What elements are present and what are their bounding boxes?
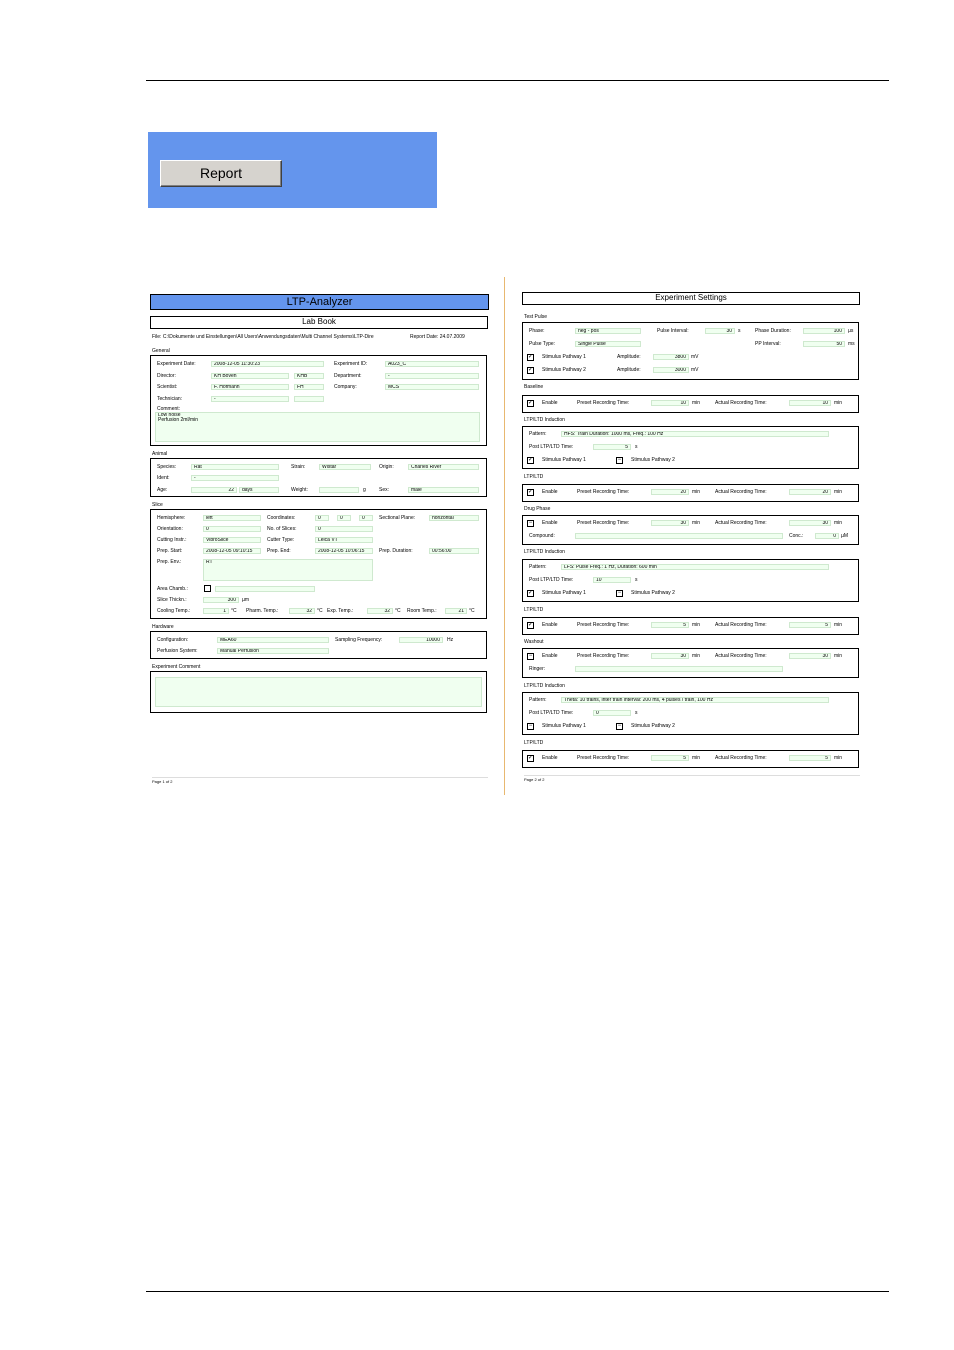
director-short-field: KHB: [294, 373, 324, 379]
induction-1-box: [522, 426, 859, 469]
page-subtitle: Lab Book: [150, 316, 488, 329]
conc-field: 0: [815, 533, 839, 539]
label: Stimulus Pathway 2: [631, 590, 675, 596]
label: Department:: [334, 373, 362, 379]
label: Cooling Temp.:: [157, 608, 191, 614]
unit: s: [635, 577, 638, 583]
unit: °C: [395, 608, 401, 614]
experiment-id-field: A023_C: [385, 361, 479, 367]
unit: °C: [469, 608, 475, 614]
report-page-2: [522, 292, 860, 786]
unit: min: [834, 489, 843, 495]
section-slice: Slice: [152, 502, 163, 508]
label: Stimulus Pathway 1: [542, 723, 586, 729]
comment-line: Perfusion 2ml/min: [158, 417, 199, 423]
director-field: KH Boven: [211, 373, 289, 379]
label: Director:: [157, 373, 176, 379]
unit: Hz: [447, 637, 454, 643]
ltp-3-enable-checkbox[interactable]: ✓: [528, 755, 534, 761]
scientist-field: F. Hofmann: [211, 384, 289, 390]
bottom-rule: [146, 1291, 889, 1292]
section-ltp-2: LTP/LTD: [524, 607, 544, 613]
label: Weight:: [291, 487, 308, 493]
experiment-comment-field: [155, 677, 482, 707]
report-date: Report Date: 24.07.2009: [410, 334, 465, 340]
label: Strain:: [291, 464, 306, 470]
label: Preset Recording Time:: [577, 653, 630, 659]
section-washout: Washout: [524, 639, 544, 645]
unit: min: [692, 520, 701, 526]
label: Sectional Plane:: [379, 515, 416, 521]
ident-field: -: [191, 475, 279, 481]
stim2-checkbox[interactable]: ✓: [528, 367, 534, 373]
label: Preset Recording Time:: [577, 520, 630, 526]
label: Stimulus Pathway 2: [631, 457, 675, 463]
label: Prep. End:: [267, 548, 291, 554]
ltp-1-actual-field: 20: [789, 489, 831, 495]
pharm-temp-field: 32: [289, 608, 315, 614]
label: Enable: [542, 622, 558, 628]
hardware-box: [150, 631, 487, 659]
unit: °C: [231, 608, 237, 614]
comment-field: [155, 412, 480, 442]
weight-field: [319, 487, 359, 493]
baseline-preset-field: 10: [651, 400, 689, 406]
label: Stimulus Pathway 1: [542, 354, 586, 360]
exp-temp-field: 32: [367, 608, 393, 614]
label: Actual Recording Time:: [715, 400, 767, 406]
unit: g: [363, 487, 366, 493]
page-footer: Page 2 of 2: [524, 775, 860, 782]
label: Orientation:: [157, 526, 183, 532]
ltp-3-actual-field: 5: [789, 755, 831, 761]
section-induction-2: LTP/LTD Induction: [524, 549, 565, 555]
label: Stimulus Pathway 1: [542, 457, 586, 463]
unit: µm: [242, 597, 250, 603]
area-chamb-field: [215, 586, 315, 592]
department-field: -: [385, 373, 479, 379]
label: Prep. Start:: [157, 548, 183, 554]
induction-2-post-field: 10: [593, 577, 631, 583]
label: Scientist:: [157, 384, 178, 390]
section-hardware: Hardware: [152, 624, 174, 630]
unit: min: [834, 755, 843, 761]
company-field: MCS: [385, 384, 479, 390]
induction-2-stim2-checkbox[interactable]: −: [617, 590, 622, 596]
prep-end-field: 2008-12-05 10:06:15: [315, 548, 373, 554]
unit: mV: [691, 354, 699, 360]
ltp-2-box: [522, 617, 859, 635]
label: Stimulus Pathway 1: [542, 590, 586, 596]
technician-short-field: [294, 396, 324, 402]
label: Actual Recording Time:: [715, 520, 767, 526]
unit: min: [834, 622, 843, 628]
label: Technician:: [157, 396, 183, 402]
drug-enable-checkbox[interactable]: −: [528, 520, 533, 526]
ltp-2-actual-field: 5: [789, 622, 831, 628]
sampling-field: 10000: [399, 637, 443, 643]
label: Post LTP/LTD Time:: [529, 577, 574, 583]
section-test-pulse: Test Pulse: [524, 314, 548, 320]
page-title: LTP-Analyzer: [150, 294, 489, 310]
slice-thickness-field: 300: [203, 597, 239, 603]
label: PP Interval:: [755, 341, 781, 347]
section-ltp-1: LTP/LTD: [524, 474, 544, 480]
label: Prep. Env.:: [157, 559, 182, 565]
label: Pattern:: [529, 697, 547, 703]
prep-env-field: RT: [203, 559, 373, 581]
origin-field: Charles River: [408, 464, 479, 470]
label: Phase:: [529, 328, 545, 334]
label: Actual Recording Time:: [715, 622, 767, 628]
file-path: File: C:\Dokumente und Einstellungen\All Users\Anwendungsdaten\Multi Channel Systems\LTP-Dire: [152, 334, 374, 340]
unit: s: [738, 328, 741, 334]
unit: min: [692, 400, 701, 406]
label: Area Chamb.:: [157, 586, 188, 592]
phase-field: neg - pos: [575, 328, 641, 334]
section-baseline: Baseline: [524, 384, 544, 390]
prep-duration-field: 00:56:00: [429, 548, 479, 554]
amp2-field: 3000: [653, 367, 689, 373]
ltp-1-enable-checkbox[interactable]: ✓: [528, 489, 534, 495]
unit: min: [834, 653, 843, 659]
label: Preset Recording Time:: [577, 622, 630, 628]
age-unit-field: days: [239, 487, 279, 493]
induction-3-stim1-checkbox[interactable]: −: [528, 723, 533, 729]
hemisphere-field: left: [203, 515, 261, 521]
label: Room Temp.:: [407, 608, 437, 614]
prep-start-field: 2008-12-05 09:10:15: [203, 548, 261, 554]
label: Experiment Date:: [157, 361, 196, 367]
label: Exp. Temp.:: [327, 608, 354, 614]
slice-box: [150, 509, 487, 619]
baseline-enable-checkbox[interactable]: ✓: [528, 400, 534, 406]
coord-field: 0: [315, 515, 329, 521]
induction-2-pattern-field: LFS: Pulse Freq.: 1 Hz, Duration: 600 min: [561, 564, 829, 570]
page-divider: [504, 277, 505, 795]
label: Age:: [157, 487, 168, 493]
drug-preset-field: 30: [651, 520, 689, 526]
induction-2-box: [522, 559, 859, 602]
strain-field: Wistar: [319, 464, 371, 470]
label: Pulse Type:: [529, 341, 556, 347]
label: Actual Recording Time:: [715, 489, 767, 495]
unit: min: [834, 520, 843, 526]
label: Pattern:: [529, 431, 547, 437]
drug-phase-box: [522, 515, 859, 545]
label: Sampling Frequency:: [335, 637, 383, 643]
ltp-2-enable-checkbox[interactable]: ✓: [528, 622, 534, 628]
stim1-checkbox[interactable]: ✓: [528, 354, 534, 360]
label: Amplitude:: [617, 354, 641, 360]
baseline-box: [522, 395, 859, 413]
unit: min: [692, 755, 701, 761]
orientation-field: 0: [203, 526, 261, 532]
configuration-field: MEA60: [217, 637, 329, 643]
label: Comment:: [157, 406, 181, 412]
coord-field: 0: [337, 515, 351, 521]
label: Post LTP/LTD Time:: [529, 710, 574, 716]
label: Actual Recording Time:: [715, 653, 767, 659]
induction-1-post-field: 5: [593, 444, 631, 450]
section-ltp-3: LTP/LTD: [524, 740, 544, 746]
ltp-1-box: [522, 484, 859, 502]
unit: s: [635, 710, 638, 716]
report-page-1: [150, 294, 489, 786]
cutter-type-field: Leica VT: [315, 537, 373, 543]
label: Preset Recording Time:: [577, 400, 630, 406]
pp-interval-field: 50: [803, 341, 845, 347]
ringer-field: [575, 666, 783, 672]
section-experiment-comment: Experiment Comment: [152, 664, 201, 670]
label: Coordinates:: [267, 515, 296, 521]
label: Stimulus Pathway 2: [542, 367, 586, 373]
label: Enable: [542, 653, 558, 659]
drug-actual-field: 30: [789, 520, 831, 526]
top-rule: [146, 80, 889, 81]
unit: µs: [848, 328, 854, 334]
label: Pulse Interval:: [657, 328, 689, 334]
label: Species:: [157, 464, 177, 470]
perfusion-field: Manual Perfusion: [217, 648, 329, 654]
induction-1-stim1-checkbox[interactable]: ✓: [528, 457, 534, 463]
page-title: Experiment Settings: [522, 292, 860, 305]
label: Prep. Duration:: [379, 548, 413, 554]
washout-enable-checkbox[interactable]: −: [528, 653, 533, 659]
label: Configuration:: [157, 637, 189, 643]
ltp-3-preset-field: 5: [651, 755, 689, 761]
room-temp-field: 21: [445, 608, 467, 614]
label: Cutter Type:: [267, 537, 295, 543]
sectional-plane-field: horizontal: [429, 515, 479, 521]
unit: min: [692, 622, 701, 628]
unit: mV: [691, 367, 699, 373]
ltp-2-preset-field: 5: [651, 622, 689, 628]
washout-actual-field: 30: [789, 653, 831, 659]
baseline-actual-field: 10: [789, 400, 831, 406]
section-induction-1: LTP/LTD Induction: [524, 417, 565, 423]
label: Cutting Instr.:: [157, 537, 187, 543]
label: Amplitude:: [617, 367, 641, 373]
unit: s: [635, 444, 638, 450]
label: No. of Slices:: [267, 526, 297, 532]
section-drug-phase: Drug Phase: [524, 506, 551, 512]
induction-3-post-field: 0: [593, 710, 631, 716]
age-field: 22: [191, 487, 237, 493]
compound-field: [575, 533, 783, 539]
washout-preset-field: 30: [651, 653, 689, 659]
section-induction-3: LTP/LTD Induction: [524, 683, 565, 689]
label: Post LTP/LTD Time:: [529, 444, 574, 450]
unit: min: [692, 489, 701, 495]
induction-3-box: [522, 692, 859, 735]
scientist-short-field: FH: [294, 384, 324, 390]
species-field: Rat: [191, 464, 279, 470]
label: Pattern:: [529, 564, 547, 570]
label: Enable: [542, 520, 558, 526]
report-button[interactable]: Report: [160, 160, 282, 187]
label: Enable: [542, 489, 558, 495]
report-panel: [148, 132, 437, 208]
label: Enable: [542, 400, 558, 406]
induction-2-stim1-checkbox[interactable]: ✓: [528, 590, 534, 596]
unit: min: [692, 653, 701, 659]
label: Enable: [542, 755, 558, 761]
unit: µM: [841, 533, 849, 539]
general-box: [150, 355, 487, 446]
induction-1-pattern-field: HFS: Train Duration: 1000 ms, Freq.: 100 Hz: [561, 431, 829, 437]
label: Origin:: [379, 464, 394, 470]
no-slices-field: 0: [315, 526, 373, 532]
section-general: General: [152, 348, 170, 354]
experiment-comment-box: [150, 671, 487, 713]
section-animal: Animal: [152, 451, 168, 457]
label: Actual Recording Time:: [715, 755, 767, 761]
induction-3-pattern-field: Theta: 10 trains, inter train interval: 200 ms, 4 pulses / train, 100 Hz: [561, 697, 829, 703]
induction-3-stim2-checkbox[interactable]: −: [617, 723, 622, 729]
label: Preset Recording Time:: [577, 489, 630, 495]
test-pulse-box: [522, 322, 859, 380]
label: Sex:: [379, 487, 390, 493]
comment-line: Low noise: [158, 412, 181, 418]
label: Preset Recording Time:: [577, 755, 630, 761]
label: Compound:: [529, 533, 555, 539]
ltp-3-box: [522, 750, 859, 768]
induction-1-stim2-checkbox[interactable]: −: [617, 457, 622, 463]
cooling-temp-field: 1: [203, 608, 229, 614]
page-footer: Page 1 of 2: [152, 777, 488, 784]
label: Phase Duration:: [755, 328, 791, 334]
label: Slice Thickn.:: [157, 597, 187, 603]
unit: ms: [848, 341, 855, 347]
label: Company:: [334, 384, 357, 390]
label: Pharm. Temp.:: [246, 608, 279, 614]
animal-box: [150, 458, 487, 497]
label: Stimulus Pathway 2: [631, 723, 675, 729]
pulse-interval-field: 30: [705, 328, 735, 334]
area-chamb-checkbox[interactable]: [204, 585, 211, 592]
label: Ident:: [157, 475, 170, 481]
label: Hemisphere:: [157, 515, 186, 521]
technician-field: -: [211, 396, 289, 402]
label: Experiment ID:: [334, 361, 368, 367]
amp1-field: 3800: [653, 354, 689, 360]
washout-box: [522, 648, 859, 678]
coord-field: 0: [359, 515, 373, 521]
unit: °C: [317, 608, 323, 614]
cutting-instr-field: VibroSlice: [203, 537, 261, 543]
phase-duration-field: 100: [803, 328, 845, 334]
label: Perfusion System:: [157, 648, 198, 654]
ltp-1-preset-field: 20: [651, 489, 689, 495]
label: Ringer:: [529, 666, 546, 672]
sex-field: male: [408, 487, 479, 493]
experiment-date-field: 2008-12-05 11:30:23: [211, 361, 324, 367]
label: Conc.:: [789, 533, 804, 539]
unit: min: [834, 400, 843, 406]
pulse-type-field: Single Pulse: [575, 341, 641, 347]
